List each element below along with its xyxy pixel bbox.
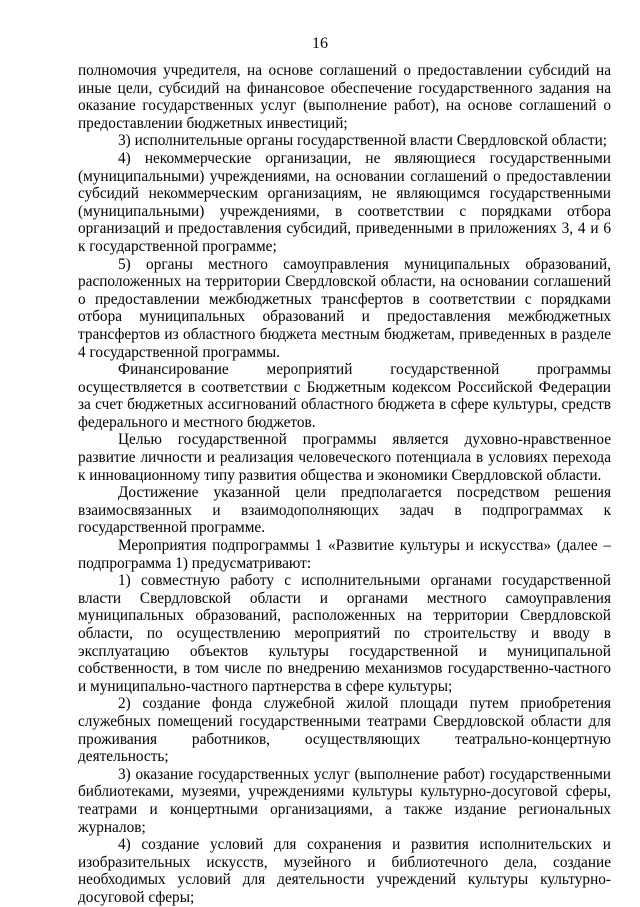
paragraph-item-5: 5) органы местного самоуправления муниципальных образований, расположенных на территории Свердловской области, на основании соглашений о предоставлении межбюджетных трансфертов в соответствии с порядками отбора муниципальных образований и предоставления межбюджетных трансфертов из областного бюджета местным бюджетам, приведенных в разделе 4 государственной программы. [78, 255, 611, 361]
body-text [78, 62, 611, 907]
paragraph-subprogram-item-1: 1) совместную работу с исполнительными органами государственной власти Свердловской области и органами местного самоуправления муниципальных образований, расположенных на территории Свердловской области, по осуществлению мероприятий по строительству и вводу в эксплуатацию объектов культуры государственной и муниципальной собственности, в том числе по внедрению механизмов государственно-частного и муниципально-частного партнерства в сфере культуры; [78, 572, 611, 695]
paragraph-subprogram-item-3: 3) оказание государственных услуг (выполнение работ) государственными библиотеками, музеями, учреждениями культуры культурно-досуговой сферы, театрами и концертными организациями, а также издание региональных журналов; [78, 765, 611, 836]
paragraph-goal: Целью государственной программы является духовно-нравственное развитие личности и реализация человеческого потенциала в условиях перехода к инновационному типу развития общества и экономики Свердловской области. [78, 431, 611, 484]
paragraph-continuation: полномочия учредителя, на основе соглашений о предоставлении субсидий на иные цели, субсидий на финансовое обеспечение государственного задания на оказание государственных услуг (выполнение работ), на основе соглашений о предоставлении бюджетных инвестиций; [78, 62, 611, 132]
paragraph-financing: Финансирование мероприятий государственной программы осуществляется в соответствии с Бюджетным кодексом Российской Федерации за счет бюджетных ассигнований областного бюджета в сфере культуры, средств федерального и местного бюджетов. [78, 361, 611, 431]
paragraph-item-4: 4) некоммерческие организации, не являющиеся государственными (муниципальными) учреждениями, на основании соглашений о предоставлении субсидий некоммерческим организациям, не являющимся государственными (муниципальными) учреждениями, в соответствии с порядками отбора организаций и предоставления субсидий, приведенными в приложениях 3, 4 и 6 к государственной программе; [78, 149, 611, 255]
paragraph-item-3: 3) исполнительные органы государственной власти Свердловской области; [118, 132, 608, 150]
paragraph-subprogram-item-2: 2) создание фонда служебной жилой площади путем приобретения служебных помещений государственными театрами Свердловской области для проживания работников, осуществляющих театрально-концертную деятельность; [78, 695, 611, 766]
paragraph-subprogram-item-4: 4) создание условий для сохранения и развития исполнительских и изобразительных искусств, музейного и библиотечного дела, создание необходимых условий для деятельности учреждений культуры культурно-досуговой сферы; [78, 836, 611, 906]
paragraph-subprogram-intro: Мероприятия подпрограммы 1 «Развитие культуры и искусства» (далее – подпрограмма 1) предусматривают: [78, 537, 611, 572]
paragraph-achievement: Достижение указанной цели предполагается посредством решения взаимосвязанных и взаимодополняющих задач в подпрограммах к государственной программе. [78, 484, 611, 537]
page-number: 16 [312, 35, 328, 52]
